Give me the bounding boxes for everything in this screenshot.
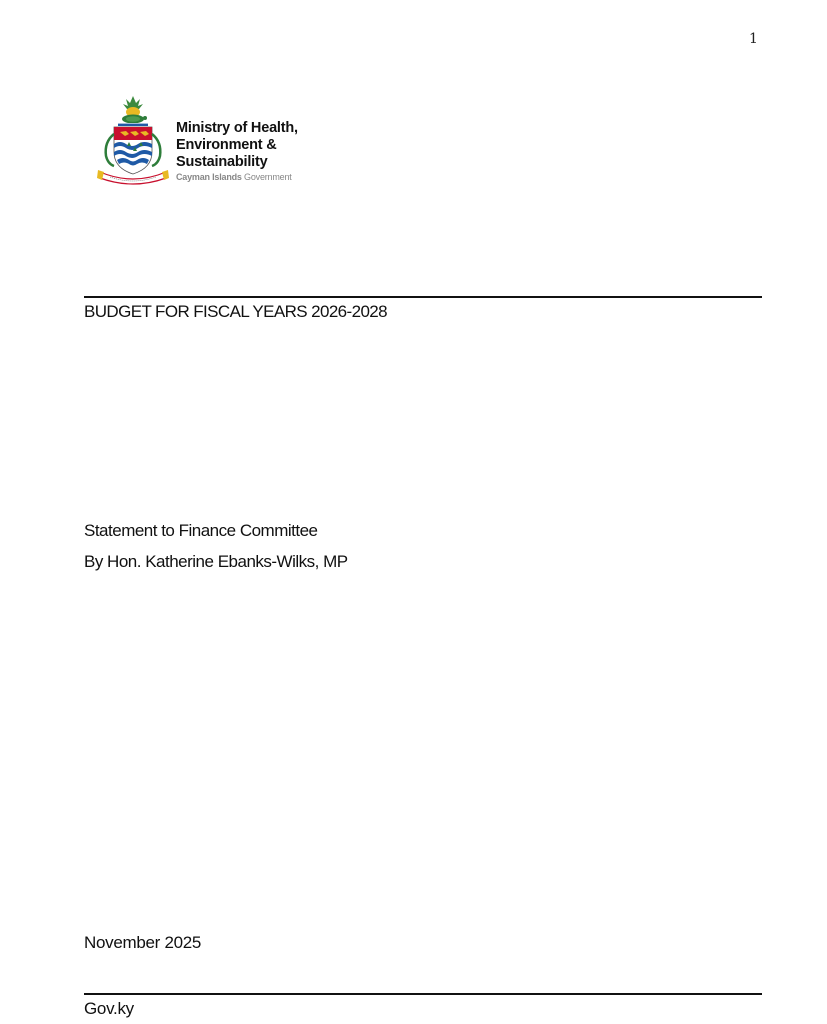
author-line: By Hon. Katherine Ebanks-Wilks, MP	[84, 552, 348, 571]
government-name-regular: Government	[244, 172, 292, 182]
government-name-bold: Cayman Islands	[176, 172, 242, 182]
ministry-name-line-2: Environment &	[176, 137, 277, 153]
footer-website: Gov.ky	[84, 999, 134, 1018]
pineapple-icon	[123, 96, 143, 117]
government-name	[176, 172, 298, 183]
ministry-name	[176, 120, 298, 183]
ministry-name-line-3: Sustainability	[176, 154, 268, 170]
document-title: BUDGET FOR FISCAL YEARS 2026-2028	[84, 302, 388, 321]
page-number: 1	[749, 31, 758, 47]
ministry-logo	[96, 94, 316, 190]
statement-heading: Statement to Finance Committee	[84, 521, 318, 540]
coat-of-arms-icon	[96, 94, 170, 186]
footer-divider	[84, 993, 762, 995]
turtle-icon	[122, 115, 147, 124]
shield-icon	[114, 127, 152, 174]
title-divider	[84, 296, 762, 298]
document-date: November 2025	[84, 933, 202, 952]
ministry-name-line-1: Ministry of Health,	[176, 120, 298, 136]
